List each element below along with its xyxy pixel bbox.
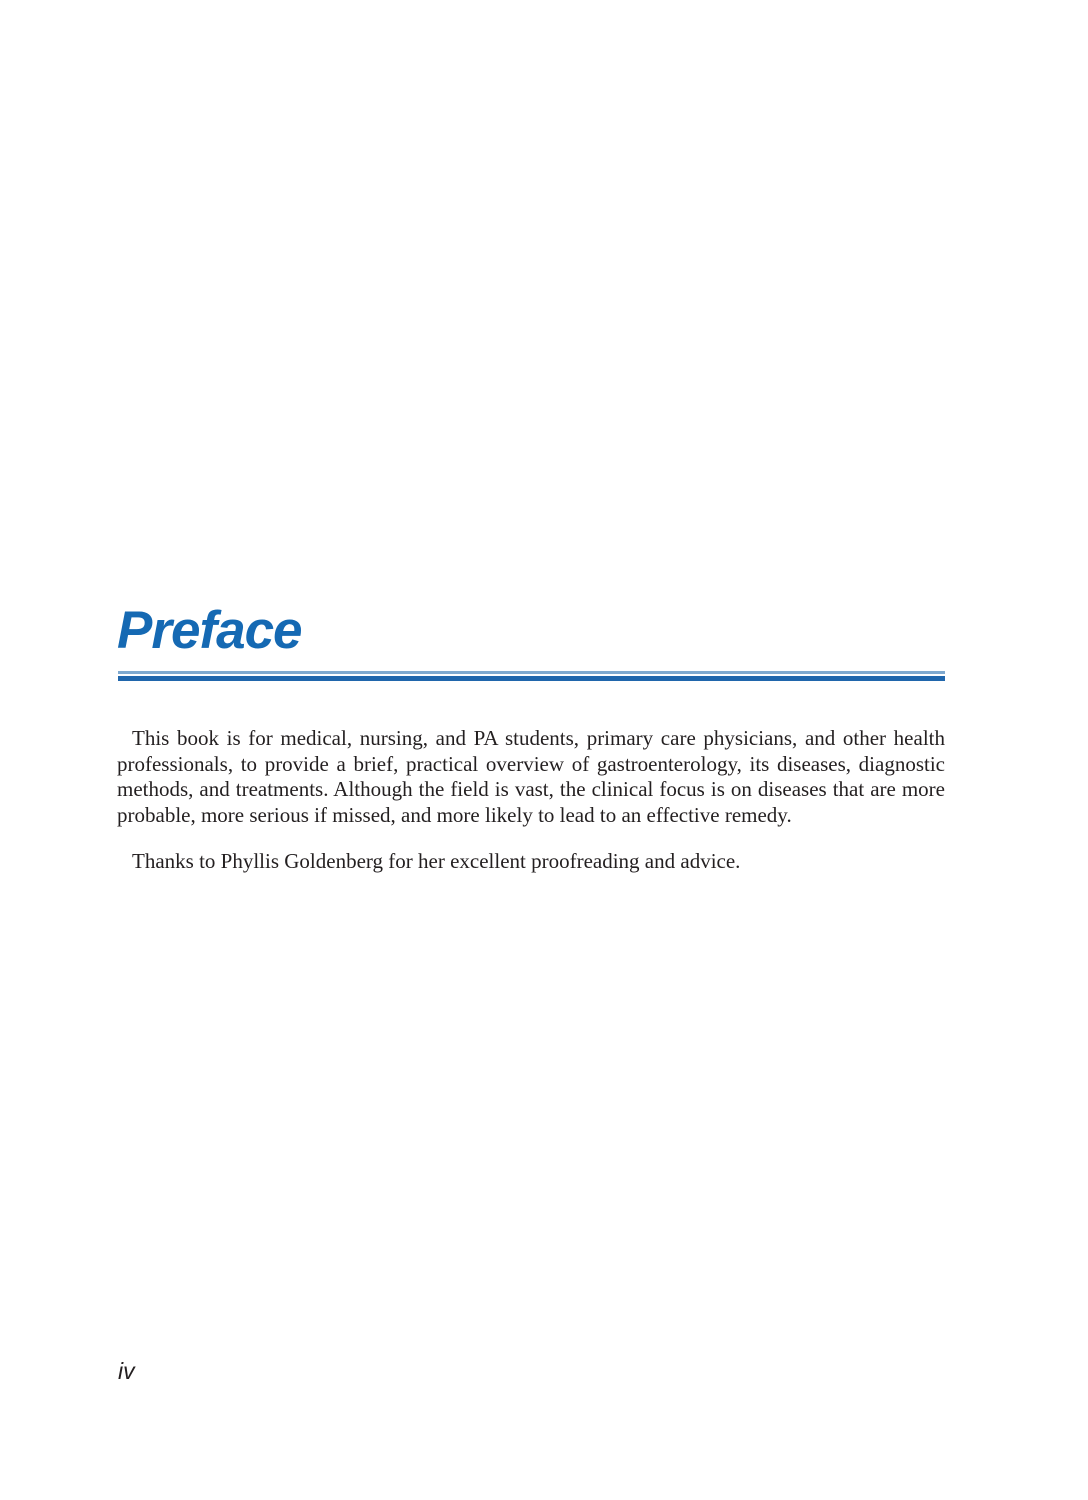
divider-dark-line [118,676,945,681]
preface-body [117,726,945,875]
title-divider [118,671,945,681]
page-title: Preface [117,601,302,660]
preface-paragraph-1: This book is for medical, nursing, and PA students, primary care physicians, and other health professionals, to provide a brief, practical overview of gastroenterology, its diseases, diagnostic methods, and treatments. Although the field is vast, the clinical focus is on diseases that are more probable, more serious if missed, and more likely to lead to an effective remedy. [117,726,945,827]
preface-paragraph-2: Thanks to Phyllis Goldenberg for her excellent proofreading and advice. [132,849,741,873]
page-number: iv [118,1358,135,1384]
